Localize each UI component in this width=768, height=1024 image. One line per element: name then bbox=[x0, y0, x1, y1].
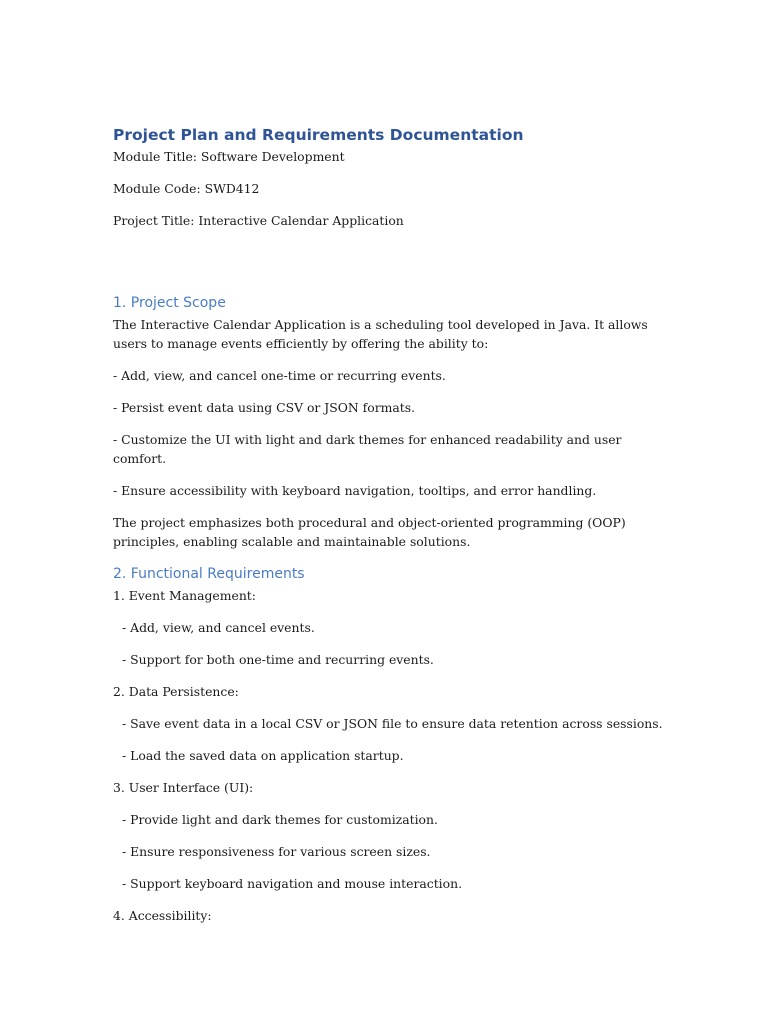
requirement-group-title: 2. Data Persistence: bbox=[113, 684, 239, 699]
scope-intro: The Interactive Calendar Application is a scheduling tool developed in Java. It allows users to manage events efficiently by offering the ability to: bbox=[113, 317, 648, 351]
scope-bullet: - Ensure accessibility with keyboard navigation, tooltips, and error handling. bbox=[113, 483, 597, 498]
module-title: Module Title: Software Development bbox=[113, 149, 345, 164]
requirement-item: - Provide light and dark themes for customization. bbox=[122, 812, 438, 827]
requirement-item: - Load the saved data on application startup. bbox=[122, 748, 404, 763]
section-heading-project-scope: 1. Project Scope bbox=[113, 295, 226, 311]
requirement-item: - Save event data in a local CSV or JSON file to ensure data retention across sessions. bbox=[122, 716, 663, 731]
document-title: Project Plan and Requirements Documentation bbox=[113, 126, 524, 144]
scope-closing: The project emphasizes both procedural and object-oriented programming (OOP) principles, enabling scalable and maintainable solutions. bbox=[113, 515, 626, 549]
module-code: Module Code: SWD412 bbox=[113, 181, 260, 196]
requirement-group-title: 3. User Interface (UI): bbox=[113, 780, 254, 795]
requirement-item: - Support for both one-time and recurring events. bbox=[122, 652, 434, 667]
requirement-item: - Ensure responsiveness for various screen sizes. bbox=[122, 844, 431, 859]
requirement-group-title: 4. Accessibility: bbox=[113, 908, 212, 923]
scope-bullet: - Add, view, and cancel one-time or recurring events. bbox=[113, 368, 446, 383]
requirement-item: - Support keyboard navigation and mouse interaction. bbox=[122, 876, 463, 891]
scope-bullet: - Persist event data using CSV or JSON formats. bbox=[113, 400, 416, 415]
requirement-item: - Add, view, and cancel events. bbox=[122, 620, 315, 635]
requirement-group-title: 1. Event Management: bbox=[113, 588, 256, 603]
scope-bullet: - Customize the UI with light and dark themes for enhanced readability and user comfort. bbox=[113, 432, 622, 466]
section-heading-functional-requirements: 2. Functional Requirements bbox=[113, 566, 305, 582]
project-title: Project Title: Interactive Calendar Application bbox=[113, 213, 404, 228]
document-body bbox=[113, 125, 673, 938]
